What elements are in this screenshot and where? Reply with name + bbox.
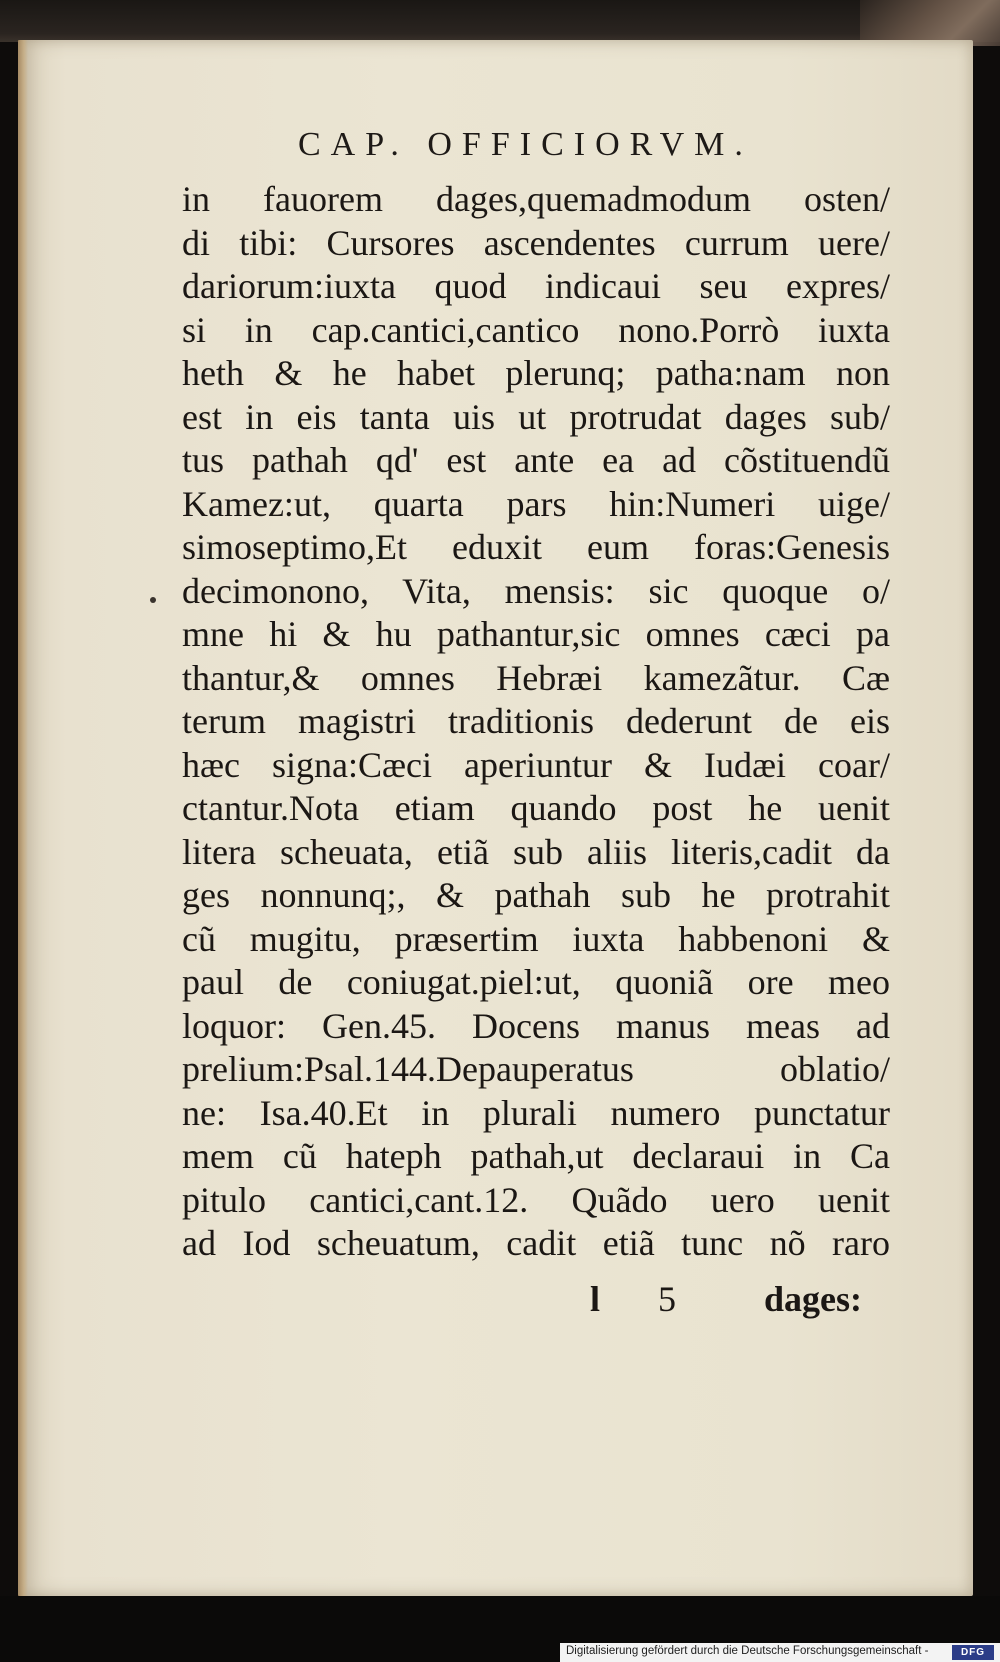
text-line: cũ mugitu, præsertim iuxta habbenoni & xyxy=(182,918,890,959)
text-line: ne: Isa.40.Et in plurali numero punctatur xyxy=(182,1092,890,1133)
text-line: decimonono, Vita, mensis: sic quoque o/ xyxy=(182,570,890,611)
text-line: si in cap.cantici,cantico nono.Porrò iuxta xyxy=(182,309,890,350)
text-line: ad Iod scheuatum, cadit etiã tunc nõ raro xyxy=(182,1223,890,1263)
page-body-text xyxy=(182,178,890,1266)
text-line: tus pathah qd' est ante ea ad cõstituendũ xyxy=(182,440,890,480)
text-line: pitulo cantici,cant.12. Quãdo uero uenit xyxy=(182,1179,890,1220)
scan-credit-text: Digitalisierung gefördert durch die Deutsche Forschungsgemeinschaft - xyxy=(566,1645,929,1657)
text-line: ges nonnunq;, & pathah sub he protrahit xyxy=(182,875,890,915)
text-line: heth & he habet plerunq; patha:nam non xyxy=(182,353,890,393)
text-line: est in eis tanta uis ut protrudat dages sub/ xyxy=(182,396,890,437)
dfg-logo: DFG xyxy=(952,1645,994,1660)
text-line: Kamez:ut, quarta pars hin:Numeri uige/ xyxy=(182,483,890,524)
text-line: hæc signa:Cæci aperiuntur & Iudæi coar/ xyxy=(182,744,890,785)
text-line: di tibi: Cursores ascendentes currum uere/ xyxy=(182,222,890,263)
text-line: litera scheuata, etiã sub aliis literis,cadit da xyxy=(182,831,890,872)
page-footer-line xyxy=(180,1278,890,1324)
scan-background-top xyxy=(0,0,1000,42)
text-line: dariorum:iuxta quod indicaui seu expres/ xyxy=(182,266,890,306)
catchword: dages: xyxy=(764,1279,862,1319)
signature-number: 5 xyxy=(658,1279,676,1319)
text-line: loquor: Gen.45. Docens manus meas ad xyxy=(182,1005,890,1046)
page-gutter-edge xyxy=(18,40,28,1596)
text-line: paul de coniugat.piel:ut, quoniã ore meo xyxy=(182,962,890,1002)
ink-speck xyxy=(150,597,156,603)
text-line: mne hi & hu pathantur,sic omnes cæci pa xyxy=(182,614,890,654)
text-line: simoseptimo,Et eduxit eum foras:Genesis xyxy=(182,527,890,567)
text-line: thantur,& omnes Hebræi kamezãtur. Cæ xyxy=(182,657,890,698)
text-line: prelium:Psal.144.Depauperatus oblatio/ xyxy=(182,1049,890,1089)
text-line: in fauorem dages,quemadmodum osten/ xyxy=(182,179,890,219)
text-line: ctantur.Nota etiam quando post he uenit xyxy=(182,788,890,828)
signature-mark: l xyxy=(590,1279,601,1319)
running-title: CAP. OFFICIORVM. xyxy=(298,126,753,163)
text-line: terum magistri traditionis dederunt de eis xyxy=(182,701,890,741)
text-line: mem cũ hateph pathah,ut declaraui in Ca xyxy=(182,1136,890,1176)
